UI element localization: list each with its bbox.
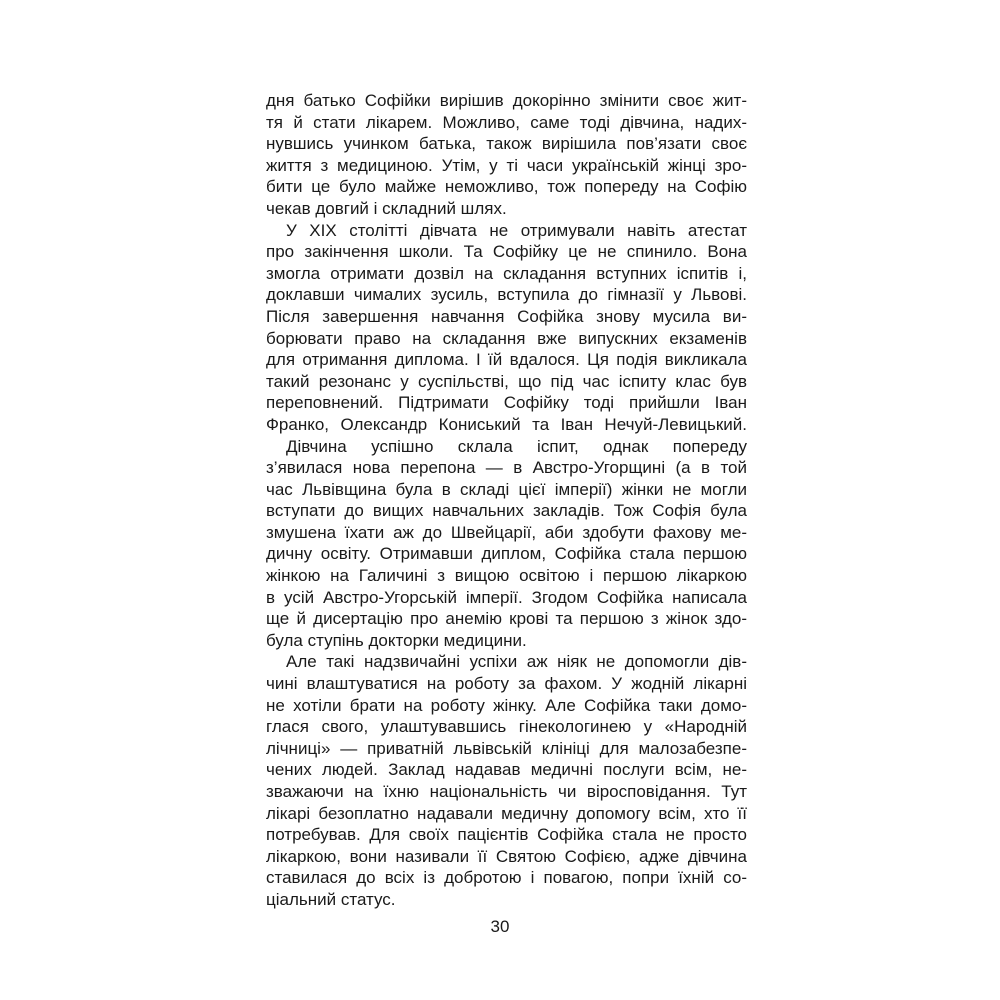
text-line: в усій Австро-Угорській імперії. Згодом Софійка написала	[266, 587, 747, 607]
text-line: доклавши чималих зусиль, вступила до гімназії у Львові.	[266, 285, 747, 305]
text-line: переповнений. Підтримати Софійку тоді прийшли Іван	[266, 393, 747, 413]
text-line: була ступінь докторки медицини.	[266, 630, 527, 650]
text-line: ставилася до всіх із добротою і повагою, попри їхній со-	[266, 868, 747, 888]
text-line: життя з медициною. Утім, у ті часи українській жінці зро-	[266, 155, 747, 175]
text-line: для отримання диплома. І їй вдалося. Ця подія викликала	[266, 350, 747, 370]
text-line: з’явилася нова перепона — в Австро-Угорщині (а в той	[266, 458, 747, 478]
text-line: лікарі безоплатно надавали медичну допомогу всім, хто її	[266, 803, 747, 823]
text-line: Після завершення навчання Софійка знову мусила ви-	[266, 306, 747, 326]
text-line: такий резонанс у суспільстві, що під час іспиту клас був	[266, 371, 747, 391]
text-line: змушена їхати аж до Швейцарії, аби здобути фахову ме-	[266, 522, 747, 542]
text-line: борювати право на складання вже випускних екзаменів	[266, 328, 747, 348]
text-line: вступати до вищих навчальних закладів. Тож Софія була	[266, 501, 747, 521]
text-line: Але такі надзвичайні успіхи аж ніяк не допомогли дів-	[286, 652, 747, 672]
text-line: чених людей. Заклад надавав медичні послуги всім, не-	[266, 760, 747, 780]
text-line: про закінчення школи. Та Софійку це не спинило. Вона	[266, 242, 747, 262]
page-number: 30	[490, 917, 510, 936]
text-line: потребував. Для своїх пацієнтів Софійка стала не просто	[266, 825, 747, 845]
text-line: ціальний статус.	[266, 889, 396, 909]
text-line: Дівчина успішно склала іспит, однак попереду	[286, 436, 747, 456]
text-line: лічниці» — приватній львівській клініці для малозабезпе-	[266, 738, 747, 758]
text-line: дня батько Софійки вирішив докорінно змінити своє жит-	[266, 91, 747, 110]
text-line: час Львівщина була в складі цієї імперії) жінки не могли	[266, 479, 747, 499]
text-line: ще й дисертацію про анемію крові та першою з жінок здо-	[266, 609, 747, 629]
paragraph-1	[266, 90, 747, 220]
text-line: глася свого, улаштувавшись гінекологинею у «Народній	[266, 717, 747, 737]
text-line: дичну освіту. Отримавши диплом, Софійка стала першою	[266, 544, 747, 564]
text-line: У ХІХ столітті дівчата не отримували навіть атестат	[286, 220, 747, 240]
text-line: Франко, Олександр Кониський та Іван Нечуй-Левицький.	[266, 414, 747, 434]
paragraph-4	[266, 651, 747, 910]
text-line: чекав довгий і складний шлях.	[266, 198, 507, 218]
paragraph-3	[266, 436, 747, 652]
text-line: тя й стати лікарем. Можливо, саме тоді дівчина, надих-	[266, 112, 747, 132]
body-text	[266, 90, 747, 911]
text-line: лікаркою, вони називали її Святою Софією, адже дівчина	[266, 846, 747, 866]
text-line: бити це було майже неможливо, тож попереду на Софію	[266, 177, 747, 197]
text-line: змогла отримати дозвіл на складання вступних іспитів і,	[266, 263, 747, 283]
text-line: не хотіли брати на роботу жінку. Але Софійка таки домо-	[266, 695, 747, 715]
text-line: чині влаштуватися на роботу за фахом. У жодній лікарні	[266, 674, 747, 694]
text-line: зважаючи на їхню національність чи віросповідання. Тут	[266, 782, 747, 801]
paragraph-2	[266, 220, 747, 436]
text-line: нувшись учинком батька, також вирішила пов’язати своє	[266, 134, 747, 154]
text-line: жінкою на Галичині з вищою освітою і першою лікаркою	[266, 566, 747, 586]
